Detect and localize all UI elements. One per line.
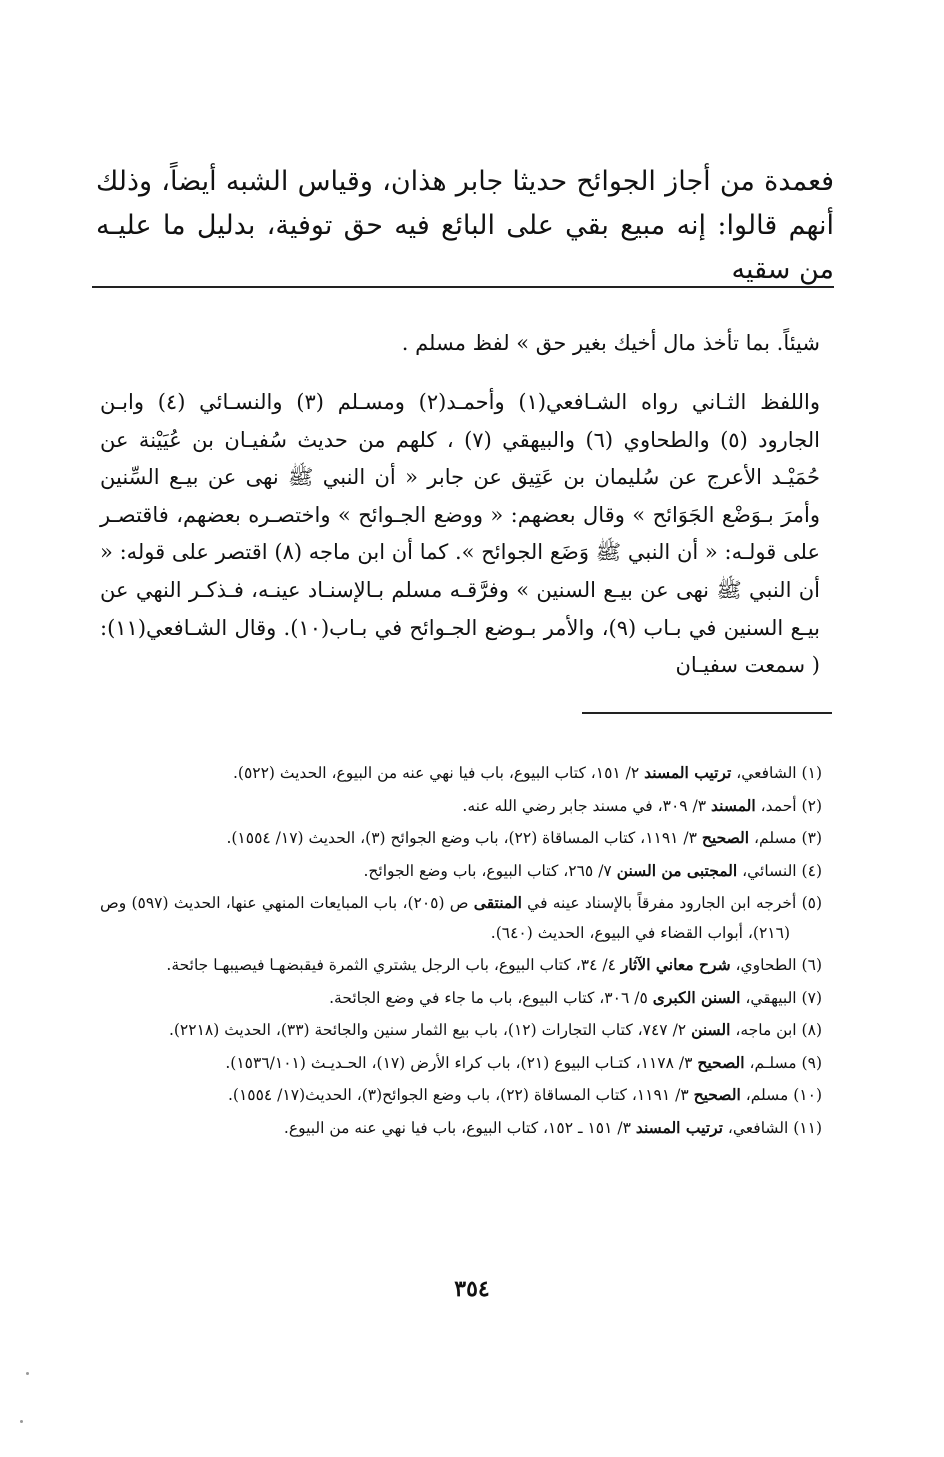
footnote-paragraph: واللفظ الثـاني رواه الشـافعي(١) وأحمـد(٢) ومسـلم (٣) والنسـائي (٤) وابـن الجارود (٥) والطحاوي (٦) والبيهقي (٧) ، كلهم من حديث سُفيـان بن عُيَيْنة عن حُمَيْـد الأعرج عن سُليمان بن عَتِيق عن جابر « أن النبي ﷺ نهى عن بيـع السِّنين وأمرَ بـوَضْع الجَوَائح » وقال بعضهم: « ووضع الجـوائح » واختصـره بعضهم، فاقتصـر على قولـه: « أن النبي ﷺ وَضَع الجوائح ». كما أن ابن ماجه (٨) اقتصر على قوله: « أن النبي ﷺ نهى عن بيـع السنين » وفرَّقـه مسلم بـالإسنـاد عينـه، فـذكـر النهي عن بيـع السنين في بـاب (٩)، والأمر بـوضع الجـوائح في بـاب(١٠). وقال الشـافعي(١١): ( سمعت سفيـان	[100, 390, 820, 678]
scan-speck	[26, 1372, 29, 1375]
reference-item: (٩) مسلـم، الصحيح ٣/ ١١٧٨، كتـاب البيوع (٢١)، باب كراء الأرض (١٧)، الحـديـث (١٥٣٦/١٠١).	[225, 1052, 822, 1072]
reference-item: (١٠) مسلم، الصحيح ٣/ ١١٩١، كتاب المساقاة (٢٢)، باب وضع الجوائح(٣)، الحديث(١٧/ ١٥٥٤).	[227, 1085, 822, 1104]
references-separator	[582, 712, 832, 714]
scan-speck	[20, 1420, 23, 1423]
reference-item: (٥) أخرجه ابن الجارود مفرقاً بالإسناد عينه في المنتقى ص (٢٠٥)، باب المبايعات المنهي عنها، الحديث (٥٩٧) وص (٢١٦)، أبواب القضاء في البيوع، الحديث (٦٤٠).	[100, 893, 823, 942]
reference-item: (٧) البيهقي، السنن الكبرى ٥/ ٣٠٦، كتاب البيوع، باب ما جاء في وضع الجائحة.	[329, 987, 822, 1007]
footnote-quote-line: شيئاً. بما تأخذ مال أخيك بغير حق » لفظ مسلم .	[401, 331, 820, 355]
reference-item: (١) الشافعي، ترتيب المسند ٢/ ١٥١، كتاب البيوع، باب فيا نهي عنه من البيوع، الحديث (٥٢٢).	[232, 763, 822, 782]
footnote-separator	[92, 286, 834, 288]
references-list	[100, 758, 822, 1145]
reference-item: (٤) النسائي، المجتبى من السنن ٧/ ٢٦٥، كتاب البيوع، باب وضع الجوائح.	[363, 860, 822, 880]
reference-item: (٢) أحمد، المسند ٣/ ٣٠٩، في مسند جابر رضي الله عنه.	[462, 795, 822, 815]
reference-item: (١١) الشافعي، ترتيب المسند ٣/ ١٥١ ـ ١٥٢، كتاب البيوع، باب فيا نهي عنه من البيوع.	[283, 1117, 822, 1137]
reference-item: (٨) ابن ماجه، السنن ٢/ ٧٤٧، كتاب التجارات (١٢)، باب بيع الثمار سنين والجائحة (٣٣)، الحديث (٢٢١٨).	[168, 1020, 822, 1039]
page-number: ٣٥٤	[454, 1276, 490, 1302]
reference-item: (٦) الطحاوي، شرح معاني الآثار ٤/ ٣٤، كتاب البيوع، باب الرجل يشتري الثمرة فيقبضهـا فيصيبهـا جائحة.	[166, 955, 822, 974]
main-text: فعمدة من أجاز الجوائح حديثا جابر هذان، وقياس الشبه أيضاً، وذلك أنهم قالوا: إنه مبيع بقي على البائع فيه حق توفية، بدليل ما عليـه من سقيه	[96, 166, 834, 285]
reference-item: (٣) مسلم، الصحيح ٣/ ١١٩١، كتاب المساقاة (٢٢)، باب وضع الجوائح (٣)، الحديث (١٧/ ١٥٥٤).	[226, 828, 822, 847]
